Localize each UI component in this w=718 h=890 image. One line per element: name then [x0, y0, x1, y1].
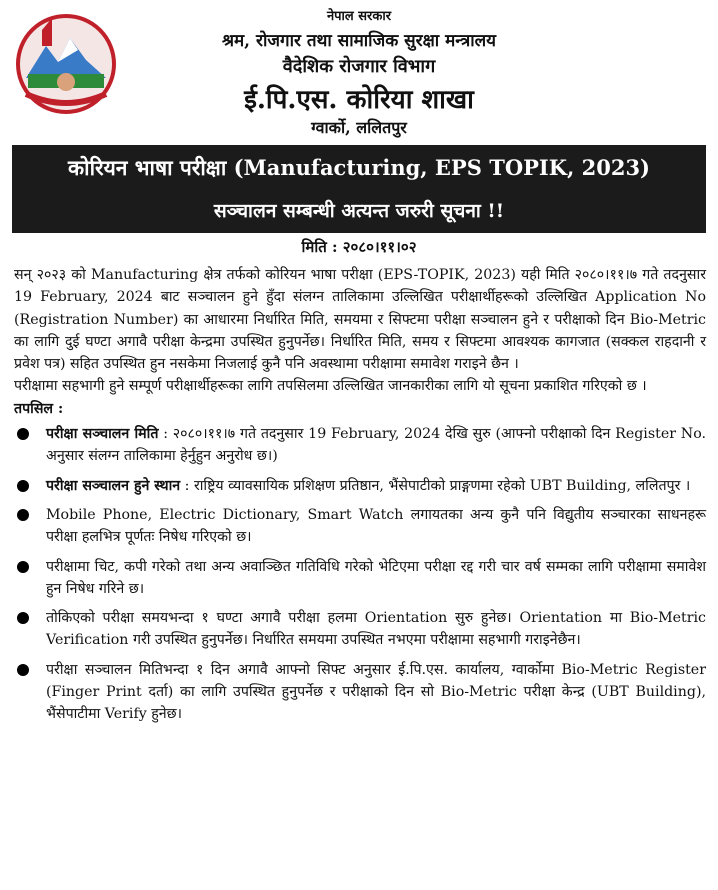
- header-location: ग्वार्को, ललितपुर: [311, 118, 407, 137]
- bullet-icon: [17, 561, 29, 573]
- list-item: [14, 475, 706, 497]
- bullet-icon: [17, 428, 29, 440]
- details-list: [14, 423, 706, 726]
- item-text: : राष्ट्रिय व्यावसायिक प्रशिक्षण प्रतिष्ठान, भैंसेपाटीको प्राङ्गणमा रहेको UBT Building, ललितपुर ।: [180, 477, 691, 494]
- bullet-icon: [17, 480, 29, 492]
- notice-date: मिति : २०८०।११।०२: [301, 238, 417, 256]
- intro-paragraph: सन् २०२३ को Manufacturing क्षेत्र तर्फको कोरियन भाषा परीक्षा (EPS-TOPIK, 2023) यही मिति २०८०।११।७ गते तदनुसार 19 February, 2024 बाट सञ्चालन हुने हुँदा संलग्न तालिकामा उल्लिखित परीक्षार्थीहरूको उल्लिखित Application No (Registration Number) का आधारमा निर्धारित मिति, समयमा र सिफ्टमा परीक्षा सञ्चालन हुने र परीक्षाको दिन Bio-Metric का लागि दुई घण्टा अगावै परीक्षा केन्द्रमा उपस्थित हुनुपर्नेछ। निर्धारित मिति, समय र सिफ्टमा आवश्यक कागजात (सक्कल राहदानी र प्रवेश पत्र) सहित उपस्थित हुन नसकेमा निजलाई कुनै पनि अवस्थामा परीक्षामा समावेश गराइने छैन ।: [14, 267, 706, 373]
- header-ministry: श्रम, रोजगार तथा सामाजिक सुरक्षा मन्त्रालय: [221, 31, 496, 51]
- notice-banner: [12, 145, 706, 233]
- item-label: परीक्षा सञ्चालन मिति: [46, 426, 159, 443]
- item-text: परीक्षामा चिट, कपी गरेको तथा अन्य अवाञ्छित गतिविधि गरेको भेटिएमा परीक्षा रद्द गरी चार वर्ष सम्मका लागि परीक्षामा समावेश हुन निषेध गरिने छ।: [46, 558, 706, 597]
- bullet-icon: [17, 509, 29, 521]
- header-department: वैदेशिक रोजगार विभाग: [282, 56, 436, 77]
- list-item: [14, 556, 706, 601]
- list-item: [14, 504, 706, 549]
- bullet-icon: [17, 612, 29, 624]
- notice-title: कोरियन भाषा परीक्षा (Manufacturing, EPS TOPIK, 2023): [68, 155, 650, 180]
- item-label: परीक्षा सञ्चालन हुने स्थान: [46, 477, 181, 494]
- item-text: Mobile Phone, Electric Dictionary, Smart Watch लगायतका अन्य कुनै पनि विद्युतीय सञ्चारका साधनहरू परीक्षा हलभित्र पूर्णतः निषेध गरिएको छ।: [46, 506, 706, 546]
- bullet-icon: [17, 664, 29, 676]
- item-text: परीक्षा सञ्चालन मितिभन्दा १ दिन अगावै आफ्नो सिफ्ट अनुसार ई.पि.एस. कार्यालय, ग्वार्कोमा Bio-Metric Register (Finger Print दर्ता) का लागि उपस्थित हुनुपर्नेछ र परीक्षाको दिन सो Bio-Metric परीक्षा केन्द्र (UBT Building), भैंसेपाटीमा Verify हुनेछ।: [46, 661, 706, 723]
- notice-body: [14, 264, 706, 733]
- notice-subtitle: सञ्चालन सम्बन्धी अत्यन्त जरुरी सूचना !!: [213, 200, 505, 222]
- list-item: [14, 607, 706, 652]
- header-government: नेपाल सरकार: [326, 9, 392, 24]
- item-text: तोकिएको परीक्षा समयभन्दा १ घण्टा अगावै परीक्षा हलमा Orientation सुरु हुनेछ। Orientation मा Bio-Metric Verification गरी उपस्थित हुनुपर्नेछ। निर्धारित समयमा उपस्थित नभएमा परीक्षामा सहभागी गराइनेछैन।: [46, 610, 706, 649]
- item-text: : २०८०।११।७ गते तदनुसार 19 February, 2024 देखि सुरु (आफ्नो परीक्षाको दिन Register No. अनुसार संलग्न तालिकामा हेर्नुहुन अनुरोध छ।): [46, 426, 706, 465]
- list-item: [14, 659, 706, 726]
- list-item: [14, 423, 706, 468]
- letterhead: [0, 0, 718, 138]
- details-heading: तपसिल :: [14, 400, 64, 417]
- publication-paragraph: परीक्षामा सहभागी हुने सम्पूर्ण परीक्षार्थीहरूका लागि तपसिलमा उल्लिखित जानकारीका लागि यो सूचना प्रकाशित गरिएको छ ।: [14, 378, 647, 395]
- header-branch: ई.पि.एस. कोरिया शाखा: [244, 85, 474, 115]
